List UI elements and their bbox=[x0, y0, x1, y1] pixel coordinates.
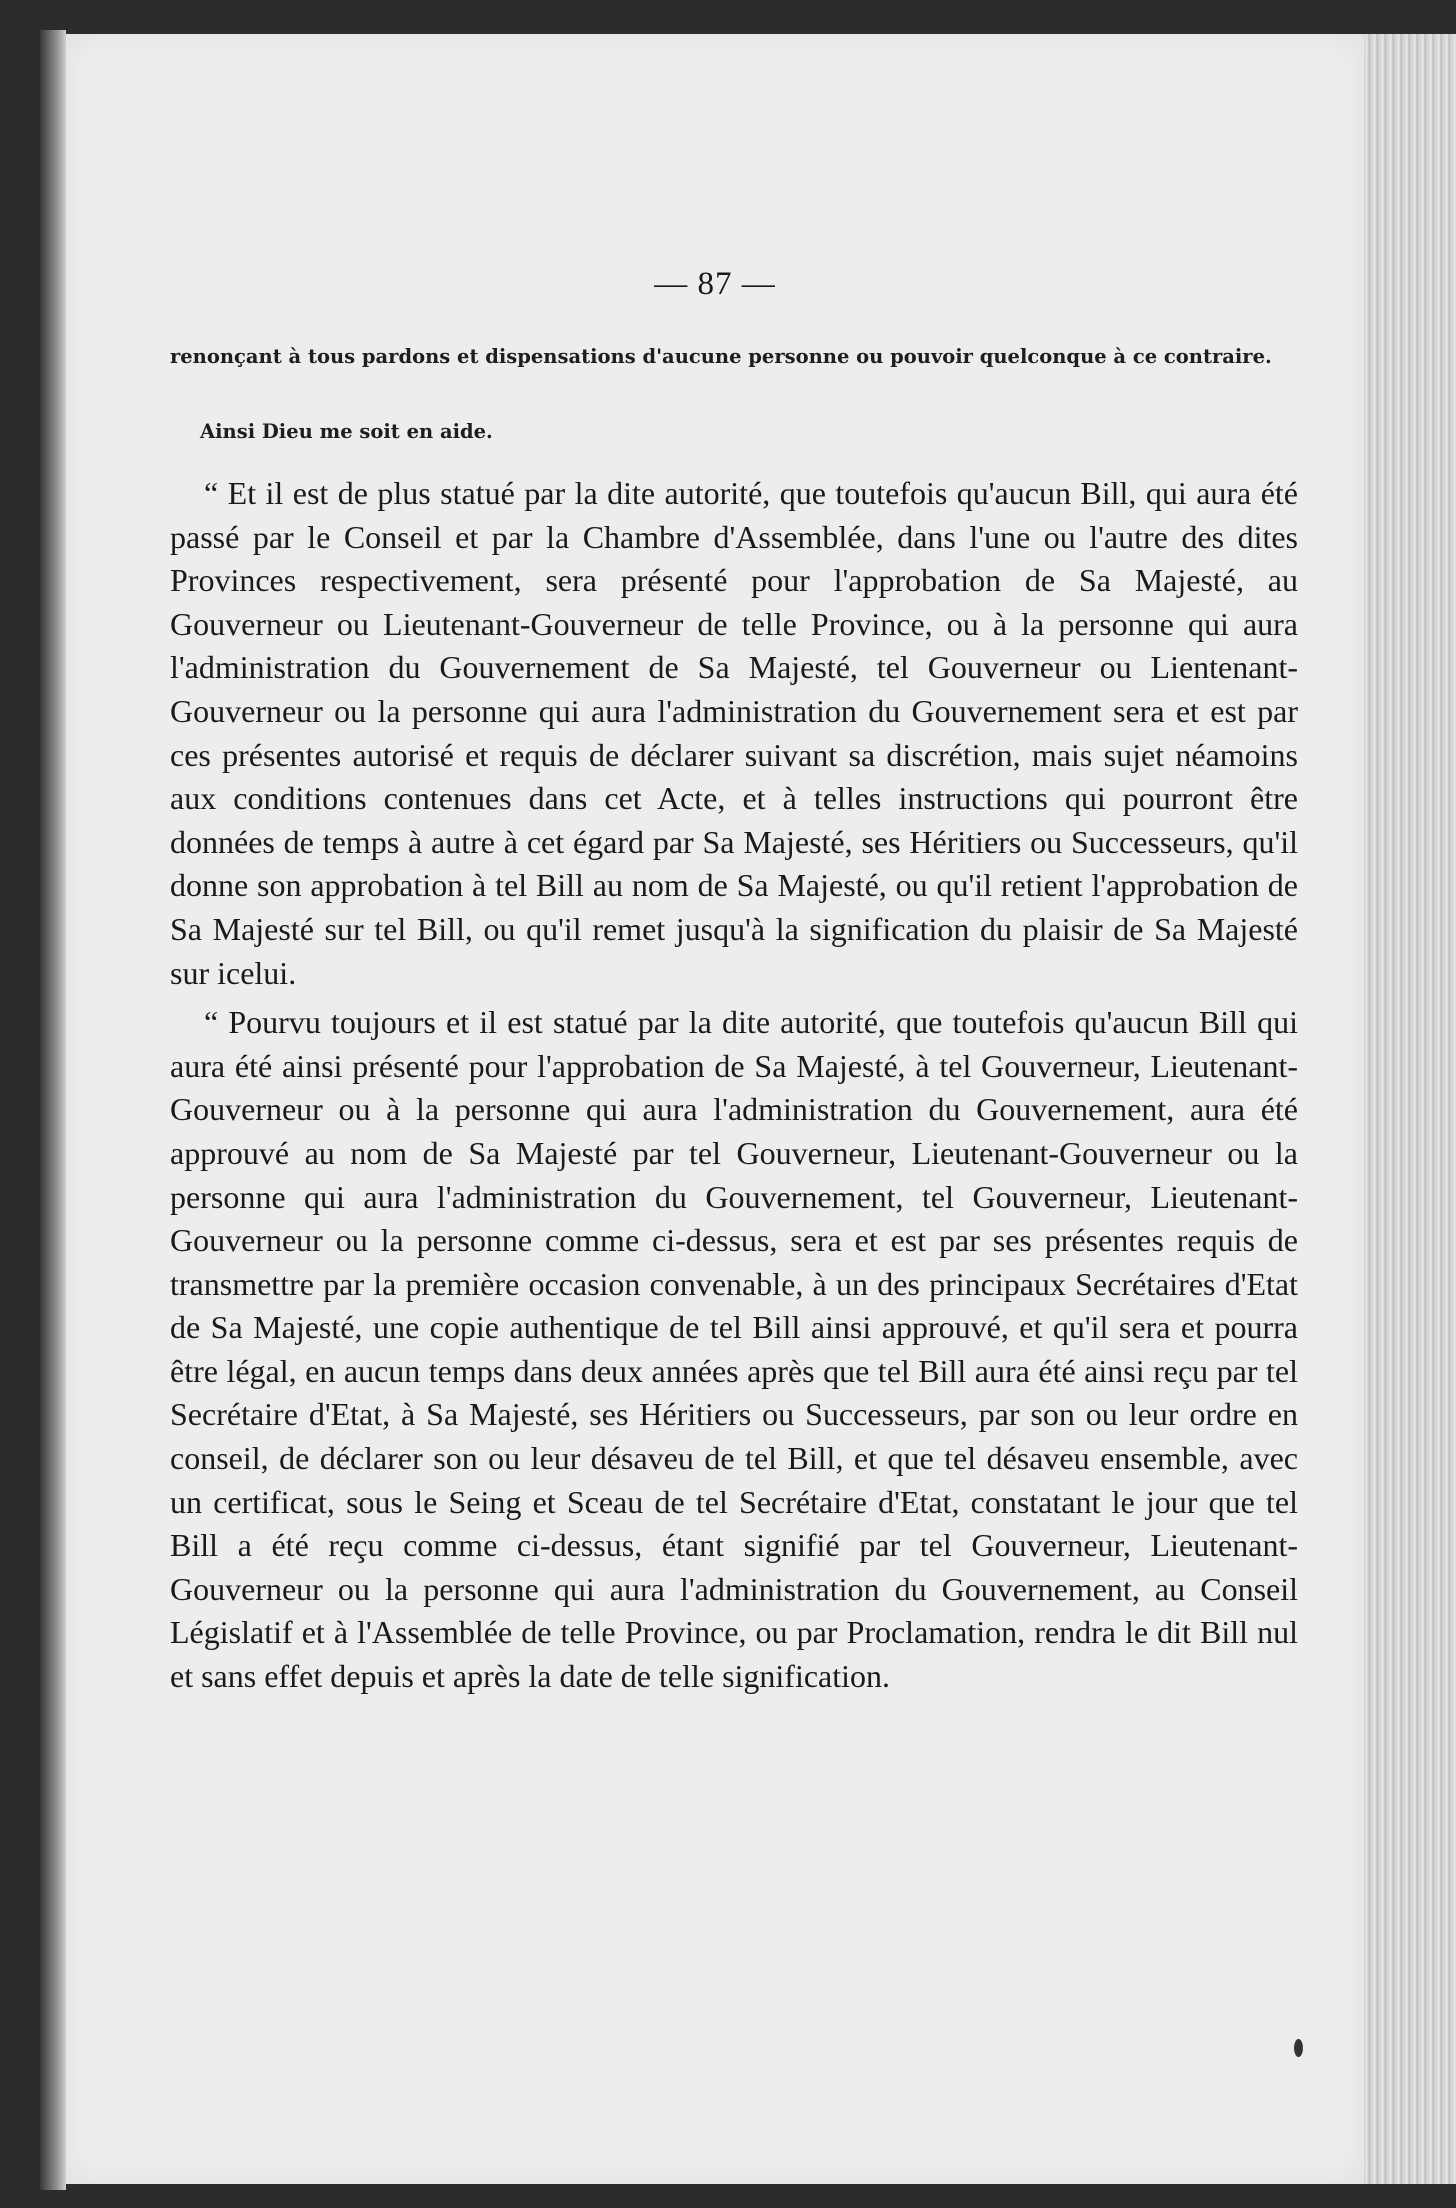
paragraph-statute-approval: “ Et il est de plus statué par la dite autorité, que toutefois qu'aucun Bill, qui aura été passé par le Conseil et par la Chambre d'Assemblée, dans l'une ou l'autre des dites Provinces respectivement, sera présenté pour l'approbation de Sa Majesté, au Gouverneur ou Lieutenant-Gouverneur de telle Province, ou à la personne qui aura l'administration du Gouvernement de Sa Majesté, tel Gouverneur ou Lientenant-Gouverneur ou la personne qui aura l'administration du Gouvernement sera et est par ces présentes autorisé et requis de déclarer suivant sa discrétion, mais sujet néamoins aux conditions contenues dans cet Acte, et à telles instructions qui pourront être données de temps à autre à cet égard par Sa Majesté, ses Héritiers ou Successeurs, qu'il donne son approbation à tel Bill au nom de Sa Majesté, ou qu'il retient l'approbation de Sa Majesté sur tel Bill, ou qu'il remet jusqu'à la signification du plaisir de Sa Majesté sur icelui. bbox=[170, 475, 1298, 991]
page-number: — 87 — bbox=[654, 266, 776, 302]
paragraph-proviso-disallowance: “ Pourvu toujours et il est statué par la dite autorité, que toutefois qu'aucun Bill qui aura été ainsi présenté pour l'approbation de Sa Majesté, à tel Gouverneur, Lieutenant-Gouverneur ou à la personne qui aura l'administration du Gouvernement, aura été approuvé au nom de Sa Majesté par tel Gouverneur, Lieutenant-Gouverneur ou la personne qui aura l'administration du Gouvernement, tel Gouverneur, Lieutenant-Gouverneur ou la personne comme ci-dessus, sera et est par ses présentes requis de transmettre par la première occasion convenable, à un des principaux Secrétaires d'Etat de Sa Majesté, une copie authentique de tel Bill ainsi approuvé, et qu'il sera et pourra être légal, en aucun temps dans deux années après que tel Bill aura été ainsi reçu par tel Secrétaire d'Etat, à Sa Majesté, ses Héritiers ou Successeurs, par son ou leur ordre en conseil, de déclarer son ou leur désaveu de tel Bill, et que tel désaveu ensemble, avec un certificat, sous le Seing et Sceau de tel Secrétaire d'Etat, constatant le jour que tel Bill a été reçu comme ci-dessus, étant signifié par tel Gouverneur, Lieutenant-Gouverneur ou la personne qui aura l'administration du Gouvernement, au Conseil Législatif et à l'Assemblée de telle Province, ou par Proclamation, rendra le dit Bill nul et sans effet depuis et après la date de telle signification. bbox=[170, 1004, 1298, 1695]
page-stack-edge bbox=[1364, 34, 1456, 2184]
main-body-text bbox=[170, 472, 1298, 1705]
oath-closing-line: Ainsi Dieu me soit en aide. bbox=[200, 420, 493, 443]
book-spine-shadow bbox=[40, 30, 66, 2190]
ink-blot-mark bbox=[1294, 2039, 1303, 2057]
book-page bbox=[66, 34, 1364, 2184]
oath-continuation-text: renonçant à tous pardons et dispensations d'aucune personne ou pouvoir quelconque à ce contraire. bbox=[170, 345, 1272, 368]
